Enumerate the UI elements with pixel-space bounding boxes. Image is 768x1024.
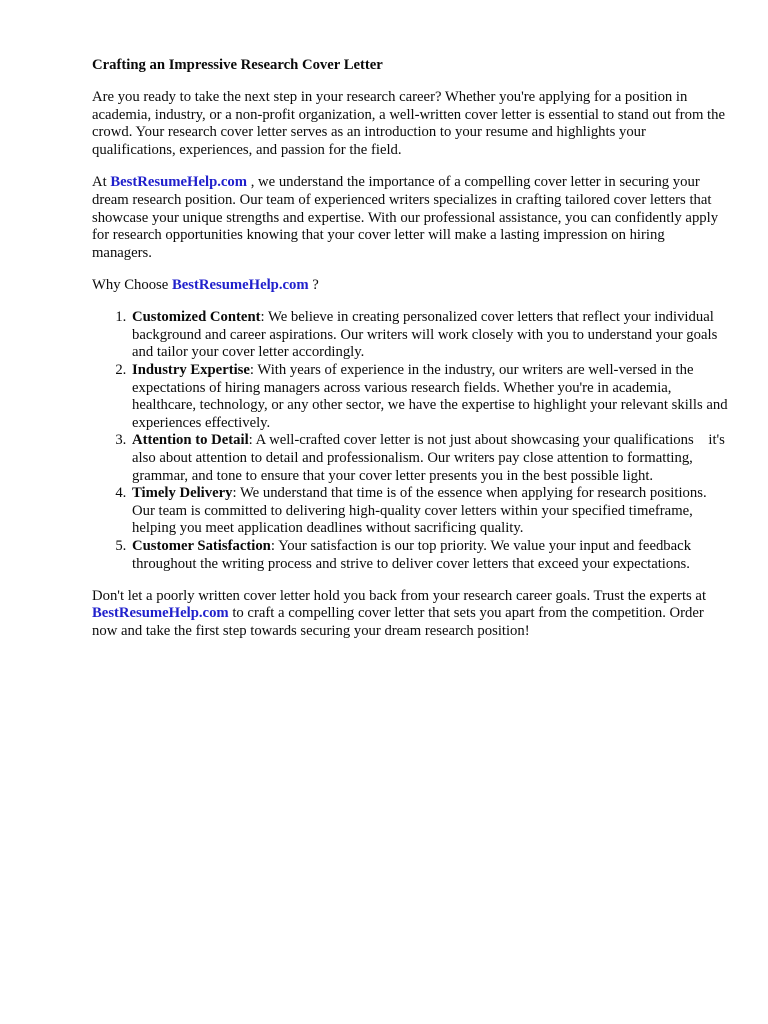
benefit-separator: : <box>260 309 269 326</box>
list-item-industry-expertise <box>130 362 728 432</box>
closing-suffix: to craft a compelling cover letter that sets you apart from the competition. Order now and take the first step towards securing your dream research position! <box>92 605 704 640</box>
benefit-term: Attention to Detail <box>132 432 249 449</box>
intro-text: Are you ready to take the next step in your research career? Whether you're applying for a position in academia, industry, or a non-profit organization, a well-written cover letter is essential to stand out from the crowd. Your research cover letter serves as an introduction to your resume and highlights your qualifications, experiences, and passion for the field. <box>92 89 725 159</box>
benefit-term: Customer Satisfaction <box>132 538 271 554</box>
benefit-term: Industry Expertise <box>132 362 250 379</box>
why-choose-suffix: ? <box>308 277 319 293</box>
about-paragraph <box>92 174 728 262</box>
benefit-separator: : <box>232 485 240 502</box>
benefit-separator: : <box>249 362 258 379</box>
benefit-term: Customized Content <box>132 309 261 326</box>
why-choose-paragraph <box>92 277 728 295</box>
benefit-text: We believe in creating personalized cover letters that reflect your individual background and career aspirations. Our writers will work closely with you to understand your goals and tailor your cover letter accordingly. <box>132 309 718 361</box>
list-item-timely-delivery <box>130 485 728 538</box>
document-title: Crafting an Impressive Research Cover Letter <box>92 57 383 73</box>
benefit-text: Your satisfaction is our top priority. We value your input and feedback throughout the writing process and strive to deliver cover letters that exceed your expectations. <box>132 538 692 572</box>
benefits-list <box>92 309 728 573</box>
benefit-separator: : <box>248 432 256 449</box>
bestresumehelp-link[interactable]: BestResumeHelp.com <box>110 174 248 191</box>
list-item-customized-content <box>130 309 728 362</box>
benefit-text: With years of experience in the industry, our writers are well-versed in the expectations of hiring managers across various research fields. Whether you're in academia, healthcare, technology, or any other sector, we have the expertise to highlight your relevant skills and experiences effectively. <box>132 362 728 431</box>
why-choose-prefix: Why Choose <box>92 277 172 293</box>
about-prefix: At <box>92 174 111 191</box>
about-suffix: , we understand the importance of a compelling cover letter in securing your dream research position. Our team of experienced writers specializes in crafting tailored cover letters that showcase your unique strengths and expertise. With our professional assistance, you can confidently apply for research opportunities knowing that your cover letter will make a lasting impression on hiring managers. <box>92 174 719 261</box>
intro-paragraph <box>92 89 728 159</box>
bestresumehelp-link[interactable]: BestResumeHelp.com <box>171 277 309 293</box>
closing-prefix: Don't let a poorly written cover letter hold you back from your research career goals. Trust the experts at <box>92 587 707 604</box>
benefit-text: A well-crafted cover letter is not just about showcasing your qualifications it's also about attention to detail and professionalism. Our writers pay close attention to formatting, grammar, and tone to ensure that your cover letter presents you in the best possible light. <box>132 432 725 484</box>
benefit-text: We understand that time is of the essence when applying for research positions. Our team is committed to delivering high-quality cover letters within your specified timeframe, helping you meet application deadlines without sacrificing quality. <box>132 485 707 537</box>
list-item-customer-satisfaction <box>130 538 728 573</box>
list-item-attention-to-detail <box>130 432 728 485</box>
bestresumehelp-link[interactable]: BestResumeHelp.com <box>92 605 229 622</box>
closing-paragraph <box>92 588 728 641</box>
benefit-separator: : <box>270 538 279 554</box>
benefit-term: Timely Delivery <box>132 485 233 502</box>
